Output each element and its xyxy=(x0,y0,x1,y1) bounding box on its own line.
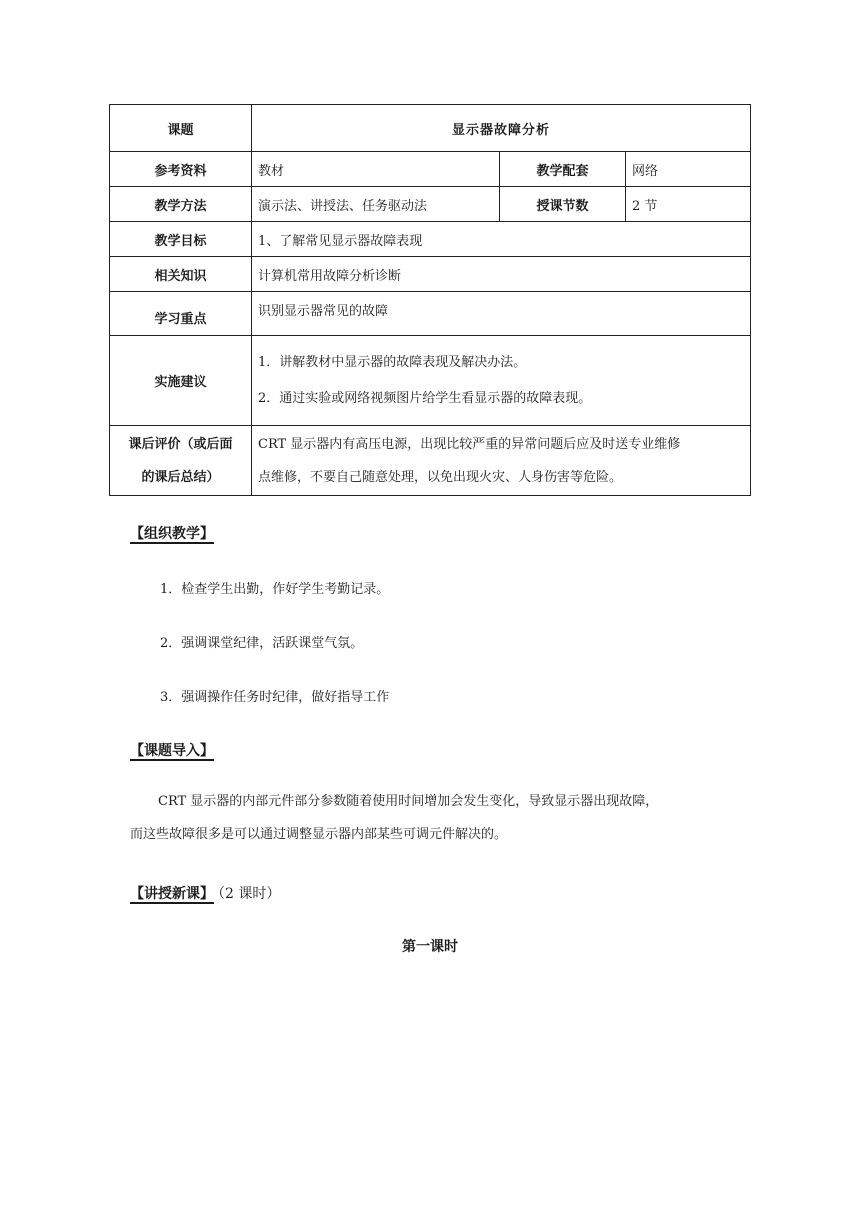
lesson-hours-note: （2 课时） xyxy=(218,886,281,902)
support-value: 网络 xyxy=(626,152,751,187)
reference-value: 教材 xyxy=(252,152,500,187)
evaluation-line: 点维修，不要自己随意处理，以免出现火灾、人身伤害等危险。 xyxy=(258,469,623,485)
goal-label: 教学目标 xyxy=(110,222,252,257)
lesson-plan-table xyxy=(109,104,751,496)
topic-title: 显示器故障分析 xyxy=(252,105,751,152)
evaluation-label-line: 的课后总结） xyxy=(141,469,220,485)
evaluation-label xyxy=(110,426,252,496)
knowledge-value: 计算机常用故障分析诊断 xyxy=(252,257,751,292)
suggest-item: 1．讲解教材中显示器的故障表现及解决办法。 xyxy=(258,354,527,370)
hours-value: 2 节 xyxy=(626,187,751,222)
reference-label: 参考资料 xyxy=(110,152,252,187)
intro-line: CRT 显示器的内部元件部分参数随着使用时间增加会发生变化，导致显示器出现故障， xyxy=(158,794,659,809)
organize-item: 1．检查学生出勤，作好学生考勤记录。 xyxy=(160,582,390,597)
knowledge-label: 相关知识 xyxy=(110,257,252,292)
focus-label: 学习重点 xyxy=(110,292,252,336)
organize-heading: 【组织教学】 xyxy=(130,526,214,542)
support-label: 教学配套 xyxy=(500,152,626,187)
evaluation-line: CRT 显示器内有高压电源，出现比较严重的异常问题后应及时送专业维修 xyxy=(258,436,681,452)
method-value: 演示法、讲授法、任务驱动法 xyxy=(252,187,500,222)
evaluation-value xyxy=(252,426,751,496)
focus-value: 识别显示器常见的故障 xyxy=(252,292,751,336)
organize-item: 2．强调课堂纪律，活跃课堂气氛。 xyxy=(160,636,364,651)
topic-label: 课题 xyxy=(110,105,252,152)
suggest-value xyxy=(252,336,751,426)
suggest-label: 实施建议 xyxy=(110,336,252,426)
intro-heading: 【课题导入】 xyxy=(130,743,214,759)
goal-value: 1、了解常见显示器故障表现 xyxy=(252,222,751,257)
suggest-item: 2．通过实验或网络视频图片给学生看显示器的故障表现。 xyxy=(258,390,592,406)
lesson-subheading: 第一课时 xyxy=(402,939,458,955)
intro-line: 而这些故障很多是可以通过调整显示器内部某些可调元件解决的。 xyxy=(130,827,508,842)
method-label: 教学方法 xyxy=(110,187,252,222)
organize-item: 3．强调操作任务时纪律，做好指导工作 xyxy=(160,690,390,705)
lesson-heading: 【讲授新课】 （2 课时） xyxy=(130,886,281,902)
evaluation-label-line: 课后评价（或后面 xyxy=(128,436,233,452)
hours-label: 授课节数 xyxy=(500,187,626,222)
intro-paragraph xyxy=(130,785,730,851)
